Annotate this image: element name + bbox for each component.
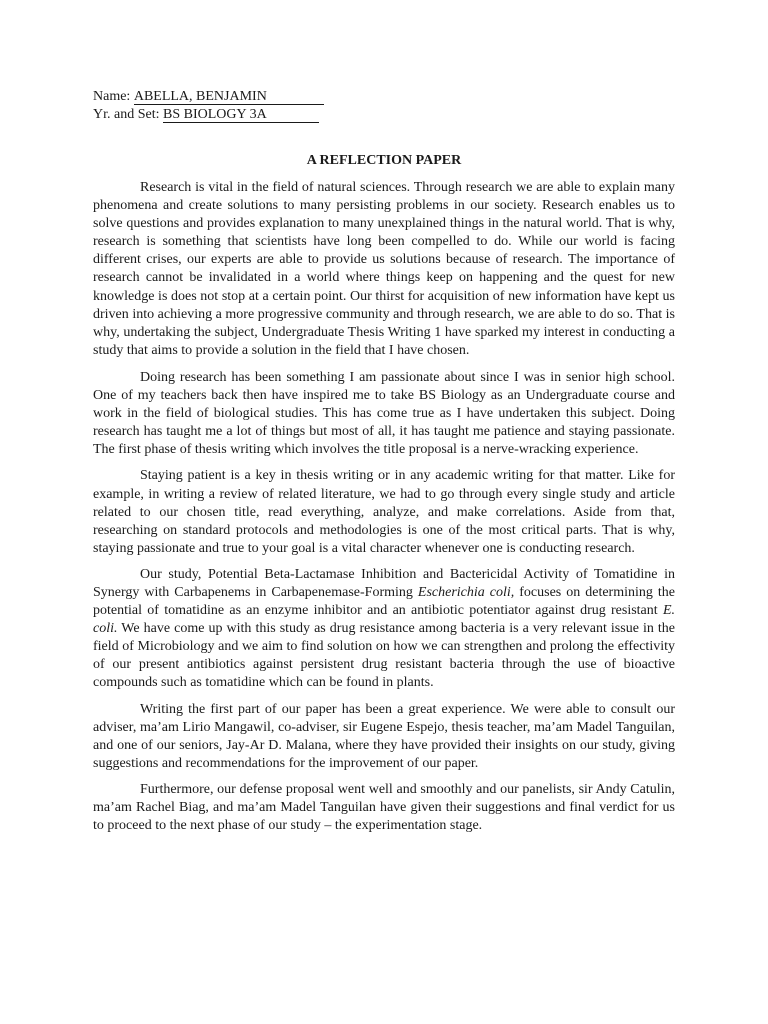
species-name-full: Escherichia coli, xyxy=(417,584,515,600)
paragraph-4-part-3: We have come up with this study as drug resistance among bacteria is a very relevant issue in the field of Microbiology and we aim to find solution on how we can strengthen and prolong the effectivity of our present antibiotics against persistent drug resistant bacteria through the use of bioactive compounds such as tomatidine which can be found in plants. xyxy=(93,621,675,691)
paragraph-5: Writing the first part of our paper has been a great experience. We were able to consult our adviser, ma’am Lirio Mangawil, co-adviser, sir Eugene Espejo, thesis teacher, ma’am Madel Tanguilan, and one of our seniors, Jay-Ar D. Malana, where they have provided their insights on our study, giving suggestions and recommendations for the improvement of our paper. xyxy=(93,701,675,771)
species-name-short: E. coli. xyxy=(93,603,675,637)
paragraph-4 xyxy=(93,566,675,693)
paragraph-2: Doing research has been something I am passionate about since I was in senior high school. One of my teachers back then have inspired me to take BS Biology as an Undergraduate course and work in the field of biological studies. This has come true as I have undertaken this subject. Doing research has taught me a lot of things but most of all, it has taught me patience and staying passionate. The first phase of thesis writing which involves the title proposal is a nerve-wracking experience. xyxy=(93,369,675,458)
name-label: Name: xyxy=(93,89,131,104)
student-info-header xyxy=(93,88,324,123)
paragraph-6: Furthermore, our defense proposal went well and smoothly and our panelists, sir Andy Catulin, ma’am Rachel Biag, and ma’am Madel Tanguilan have given their suggestions and final verdict for us to proceed to the next phase of our study – the experimentation stage. xyxy=(93,781,675,834)
yr-set-label: Yr. and Set: xyxy=(93,106,160,122)
document-title: A REFLECTION PAPER xyxy=(306,153,462,168)
name-line xyxy=(93,88,324,106)
paragraph-1: Research is vital in the field of natural sciences. Through research we are able to explain many phenomena and create solutions to many persisting problems in our society. Research enables us to solve questions and provides explanation to many unexplained things in the natural world. That is why, research is something that scientists have long been compelled to do. While our world is facing different crises, our experts are able to provide us solutions because of research. The importance of research cannot be invalidated in a world where things keep on happening and the quest for new knowledge is does not stop at a certain point. Our thirst for acquisition of new information have kept us driven into achieving a more progressive community and through research, we are able to do so. That is why, undertaking the subject, Undergraduate Thesis Writing 1 have sparked my interest in conducting a study that aims to provide a solution in the field that I have chosen. xyxy=(93,180,675,358)
yr-set-value: BS BIOLOGY 3A xyxy=(163,108,319,123)
paragraph-4-part-1: Our study, Potential Beta-Lactamase Inhibition and Bactericidal Activity of Tomatidine in Synergy with Carbapenems in Carbapenemase-Forming xyxy=(93,566,675,600)
document-body xyxy=(93,179,675,843)
paragraph-3: Staying patient is a key in thesis writing or in any academic writing for that matter. Like for example, in writing a review of related literature, we had to go through every single study and article related to our chosen title, read everything, analyze, and make correlations. Aside from that, researching on standard protocols and methodologies is one of the most critical parts. That is why, staying passionate and true to your goal is a vital character whenever one is conducting research. xyxy=(93,468,675,556)
name-value: ABELLA, BENJAMIN xyxy=(134,90,324,105)
paragraph-4-part-2: focuses on determining the potential of tomatidine as an enzyme inhibitor and an antibiotic potentiator against drug resistant xyxy=(93,584,675,619)
yr-set-line xyxy=(93,106,324,124)
